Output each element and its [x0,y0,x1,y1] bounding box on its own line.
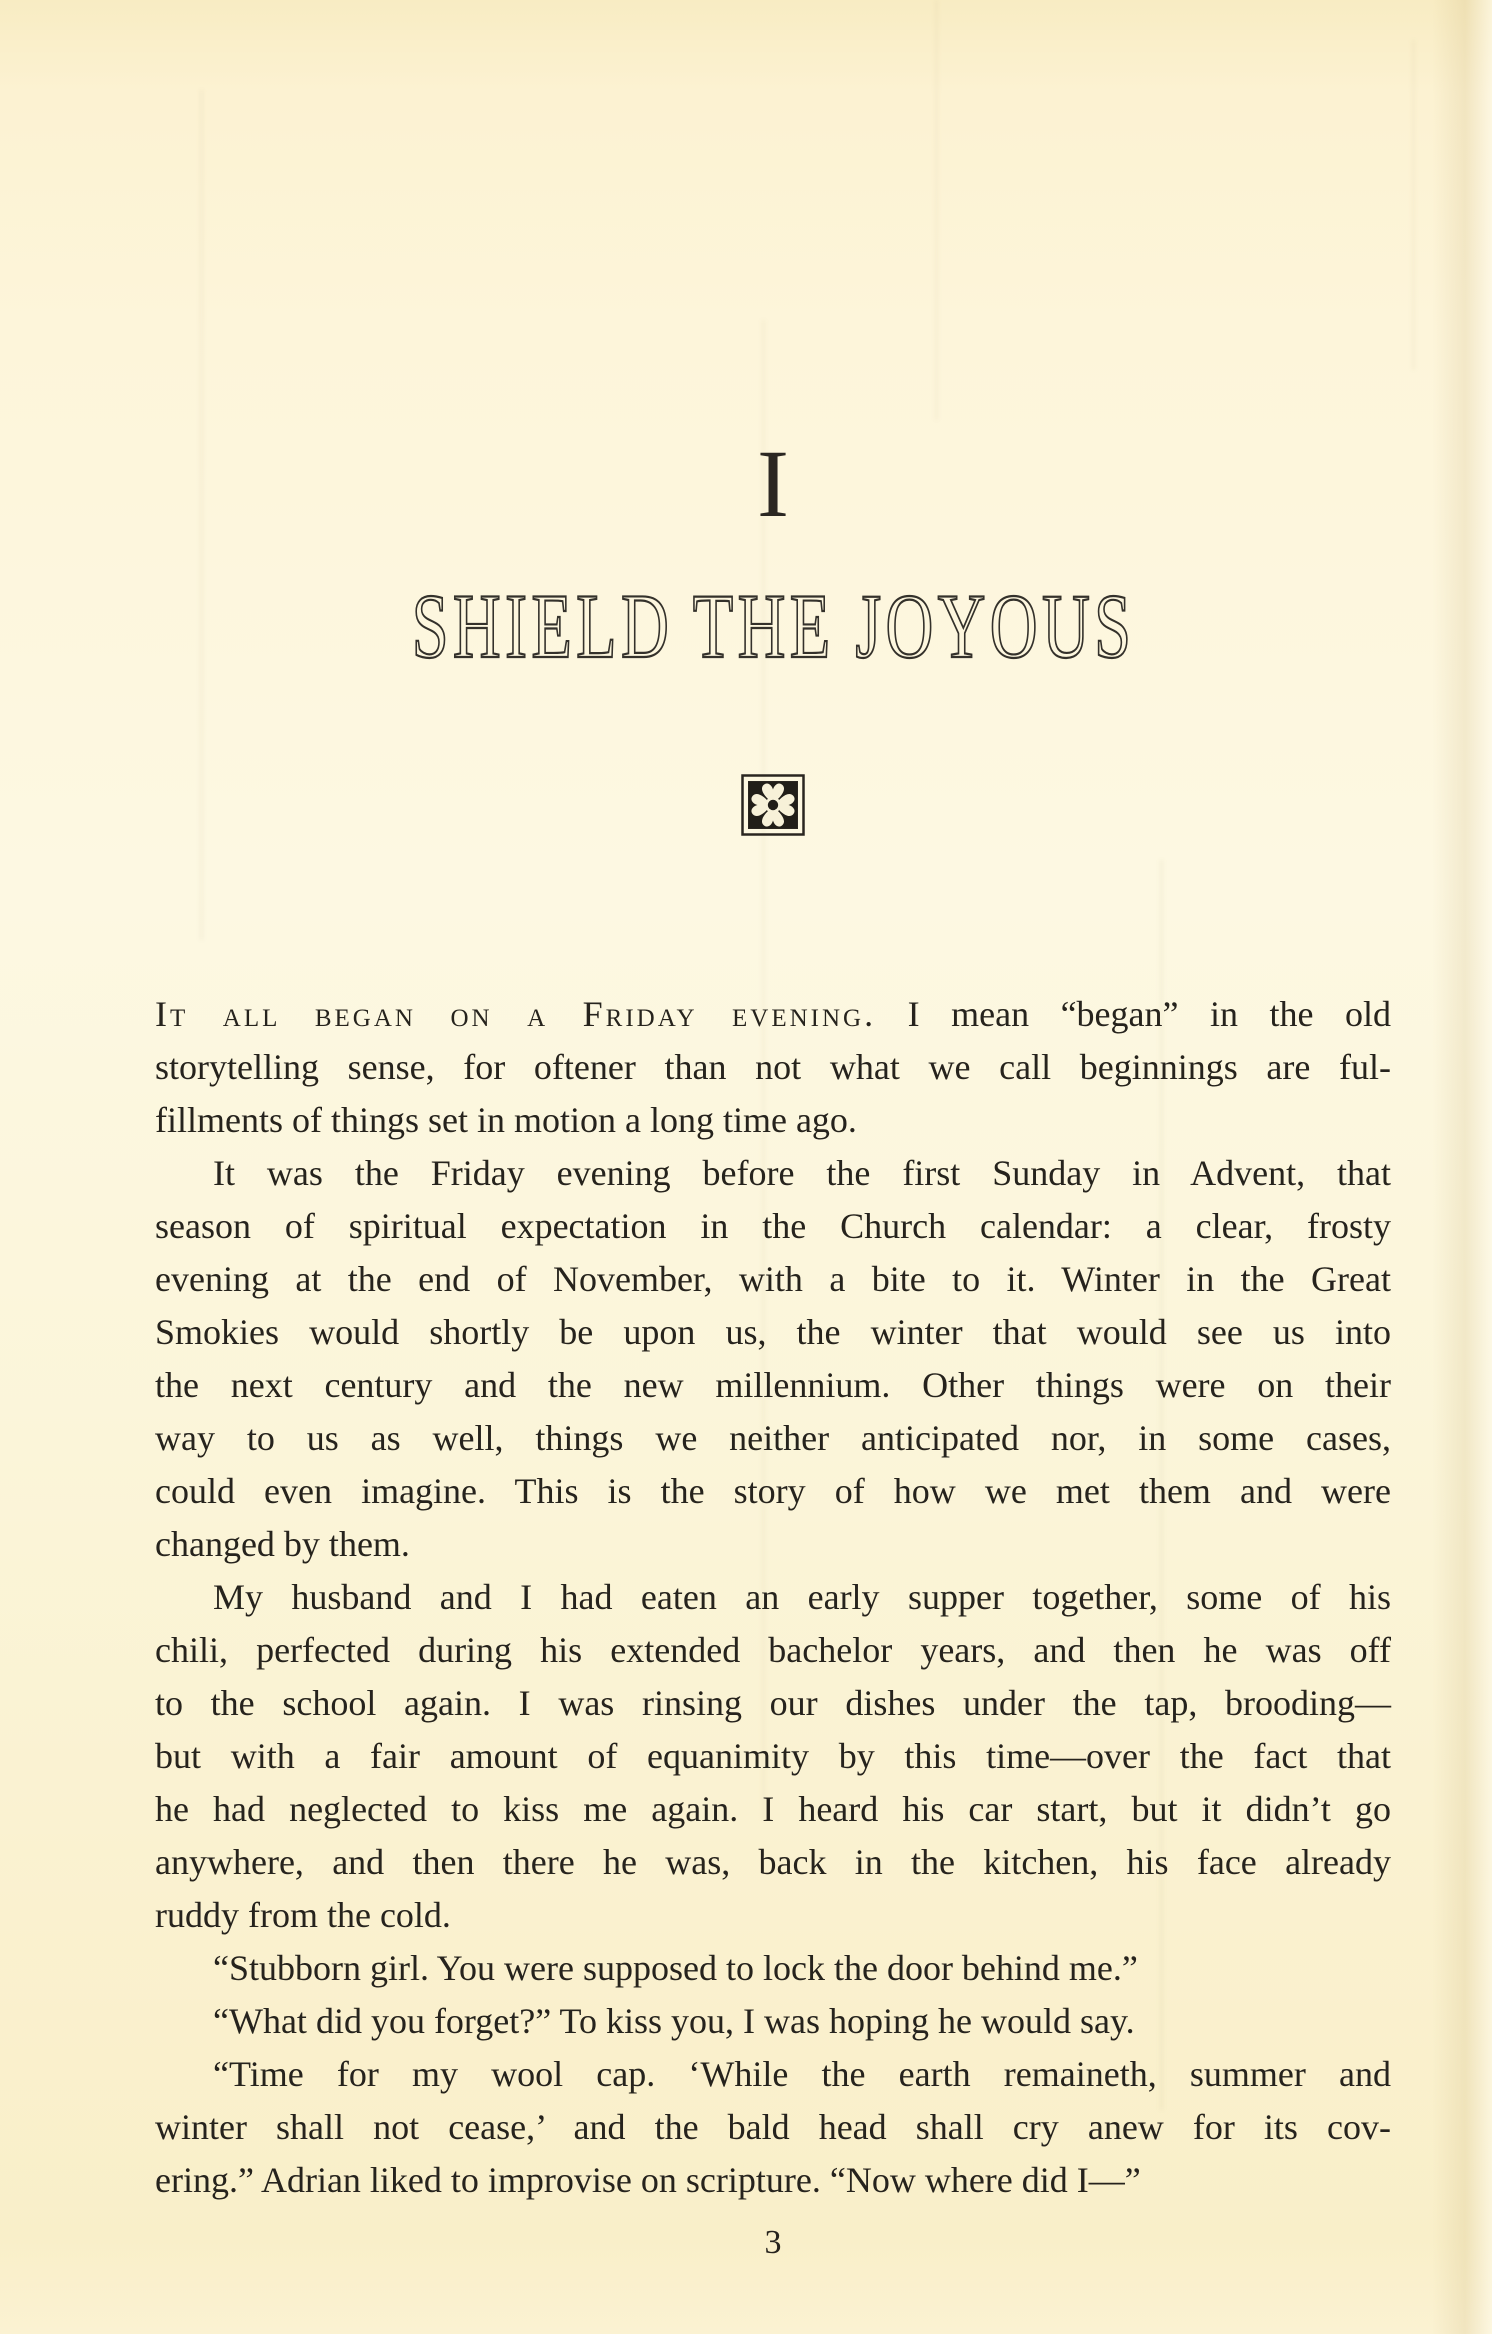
body-line: the next century and the new millennium. Other things were on their [155,1365,1391,1405]
opening-small-caps: It all began on a Friday evening. [155,994,877,1034]
body-line: ering.” Adrian liked to improvise on scripture. “Now where did I—” [155,2160,1141,2200]
body-line: to the school again. I was rinsing our dishes under the tap, brooding— [155,1683,1391,1723]
body-line: evening at the end of November, with a bite to it. Winter in the Great [155,1259,1391,1299]
body-line [155,988,1391,1041]
body-line: season of spiritual expectation in the Church calendar: a clear, frosty [155,1206,1391,1246]
body-line: winter shall not cease,’ and the bald head shall cry anew for its cov- [155,2107,1391,2147]
body-line: changed by them. [155,1524,410,1564]
body-line: “Time for my wool cap. ‘While the earth remaineth, summer and [213,2054,1391,2094]
body-line: could even imagine. This is the story of how we met them and were [155,1471,1391,1511]
body-text [155,988,1391,2207]
body-line: “Stubborn girl. You were supposed to lock the door behind me.” [213,1948,1138,1988]
body-line: My husband and I had eaten an early supper together, some of his [213,1577,1391,1617]
chapter-title-text: SHIELD THE JOYOUS [411,575,1135,677]
text-column [155,0,1391,2263]
chapter-title [155,575,1391,677]
body-line: It was the Friday evening before the first Sunday in Advent, that [213,1153,1391,1193]
body-line: anywhere, and then there he was, back in the kitchen, his face already [155,1842,1391,1882]
body-line: Smokies would shortly be upon us, the winter that would see us into [155,1312,1391,1352]
body-line: “What did you forget?” To kiss you, I was hoping he would say. [213,2001,1135,2041]
section-ornament [155,774,1391,836]
paper-crease [1412,40,1415,370]
body-line: way to us as well, things we neither anticipated nor, in some cases, [155,1418,1391,1458]
body-line: chili, perfected during his extended bachelor years, and then he was off [155,1630,1391,1670]
body-line: but with a fair amount of equanimity by this time—over the fact that [155,1736,1391,1776]
body-line: storytelling sense, for oftener than not what we call beginnings are ful- [155,1047,1391,1087]
chapter-numeral: I [757,430,789,537]
body-line: fillments of things set in motion a long time ago. [155,1100,857,1140]
page-edge-shadow [1432,0,1492,2334]
body-line: ruddy from the cold. [155,1895,451,1935]
quatrefoil-fleuron-icon [741,774,805,836]
body-line: he had neglected to kiss me again. I heard his car start, but it didn’t go [155,1789,1391,1829]
page-number: 3 [764,2224,782,2261]
body-line-text: I mean “began” in the old [876,994,1391,1034]
